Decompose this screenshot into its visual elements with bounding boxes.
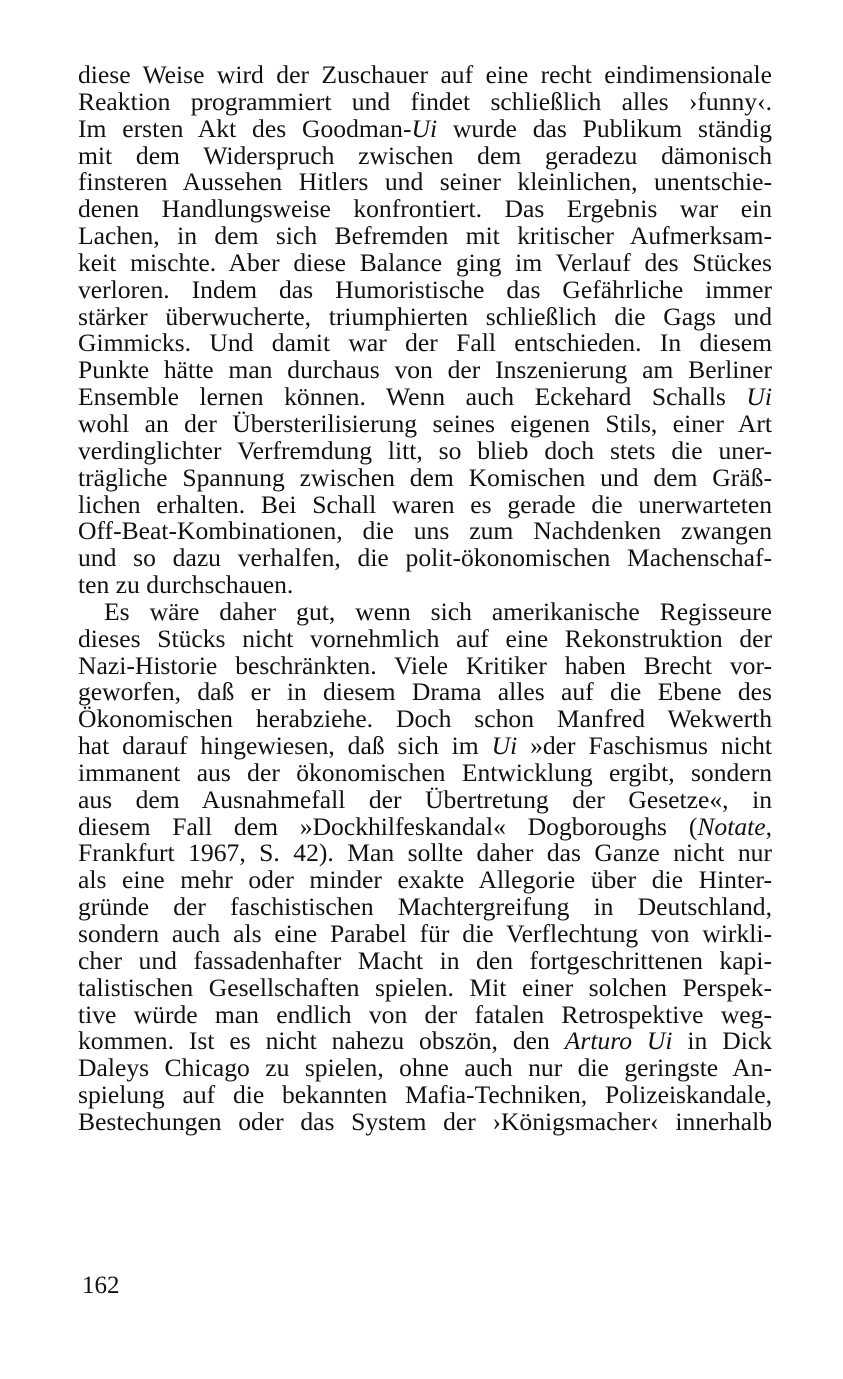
text-line xyxy=(78,1028,772,1055)
text-line: mit dem Widerspruch zwischen dem geradezu dämonisch xyxy=(78,140,772,170)
text-line: diese Weise wird der Zuschauer auf eine recht eindimensionale xyxy=(78,60,772,89)
text-run: Im ersten Akt des Goodman- xyxy=(78,113,412,143)
page-number: 162 xyxy=(82,1272,120,1299)
text-line xyxy=(78,733,772,760)
text-line xyxy=(78,384,772,411)
body-text xyxy=(78,62,772,1136)
italic-title: Ui xyxy=(411,113,438,143)
text-line: Punkte hätte man durchaus von der Inszenierung am Berliner xyxy=(78,355,772,385)
text-line: Lachen, in dem sich Befremden mit kritischer Aufmerksam- xyxy=(78,221,772,251)
text-line: denen Handlungsweise konfrontiert. Das Ergebnis war ein xyxy=(78,194,772,224)
text-line: Off-Beat-Kombinationen, die uns zum Nachdenken zwangen xyxy=(78,516,772,546)
text-run: wurde das Publikum ständig xyxy=(437,113,772,143)
italic-title: Arturo Ui xyxy=(564,1026,673,1056)
text-line: immanent aus der ökonomischen Entwicklung ergibt, sondern xyxy=(78,757,772,787)
text-line: cher und fassadenhafter Macht in den fortgeschrittenen kapi- xyxy=(78,945,772,975)
text-line: Frankfurt 1967, S. 42). Man sollte daher das Ganze nicht nur xyxy=(78,838,772,868)
text-line: verloren. Indem das Humoristische das Gefährliche immer xyxy=(78,274,772,304)
text-line: talistischen Gesellschaften spielen. Mit einer solchen Perspek- xyxy=(78,972,772,1002)
text-line: finsteren Aussehen Hitlers und seiner kleinlichen, unentschie- xyxy=(78,167,772,197)
text-line: trägliche Spannung zwischen dem Komischen und dem Gräß- xyxy=(78,462,772,492)
text-line: Gimmicks. Und damit war der Fall entschieden. In diesem xyxy=(78,328,772,358)
text-line: Reaktion programmiert und findet schließlich alles ›funny‹. xyxy=(78,86,772,116)
text-line: aus dem Ausnahmefall der Übertretung der Gesetze«, in xyxy=(78,784,772,814)
text-line: Ökonomischen herabziehe. Doch schon Manfred Wekwerth xyxy=(78,704,772,734)
text-line: Nazi-Historie beschränkten. Viele Kritiker haben Brecht vor- xyxy=(78,650,772,680)
text-line: lichen erhalten. Bei Schall waren es gerade die unerwarteten xyxy=(78,489,772,519)
text-run: in Dick xyxy=(672,1026,772,1056)
text-line: tive würde man endlich von der fatalen Retrospektive weg- xyxy=(78,999,772,1029)
text-run: hat darauf hingewiesen, daß sich im xyxy=(78,731,492,761)
text-line: verdinglichter Verfremdung litt, so blieb doch stets die uner- xyxy=(78,435,772,465)
text-line xyxy=(78,113,772,143)
text-line: wohl an der Übersterilisierung seines eigenen Stils, einer Art xyxy=(78,408,772,438)
text-line: als eine mehr oder minder exakte Allegorie über die Hinter- xyxy=(78,865,772,895)
text-run: kommen. Ist es nicht nahezu obszön, den xyxy=(78,1026,565,1056)
text-line: spielung auf die bekannten Mafia-Techniken, Polizeiskandale, xyxy=(78,1080,772,1110)
text-line: Daleys Chicago zu spielen, ohne auch nur die geringste An- xyxy=(78,1053,772,1083)
text-line: Es wäre daher gut, wenn sich amerikanische Regisseure xyxy=(104,596,772,626)
text-line: und so dazu verhalfen, die polit-ökonomischen Machenschaf- xyxy=(78,543,772,573)
text-line: dieses Stücks nicht vornehmlich auf eine Rekonstruktion der xyxy=(78,623,772,653)
text-line: stärker überwucherte, triumphierten schließlich die Gags und xyxy=(78,301,772,331)
text-line: keit mischte. Aber diese Balance ging im Verlauf des Stückes xyxy=(78,247,772,277)
text-line: geworfen, daß er in diesem Drama alles auf die Ebene des xyxy=(78,677,772,707)
text-line: sondern auch als eine Parabel für die Verflechtung von wirkli- xyxy=(78,919,772,948)
text-line: Bestechungen oder das System der ›Königsmacher‹ innerhalb xyxy=(78,1106,772,1136)
italic-title: Ui xyxy=(491,731,518,761)
text-run: diesem Fall dem »Dockhilfeskandal« Dogboroughs ( xyxy=(78,811,698,841)
italic-title: Ui xyxy=(746,382,772,412)
text-line: ten zu durchschauen. xyxy=(78,570,294,600)
italic-title: Notate, xyxy=(697,811,772,841)
text-run: »der Faschismus nicht xyxy=(517,731,773,761)
text-line xyxy=(78,811,772,841)
text-line: gründe der faschistischen Machtergreifung in Deutschland, xyxy=(78,892,772,922)
text-run: Ensemble lernen können. Wenn auch Eckehard Schalls xyxy=(78,382,747,412)
